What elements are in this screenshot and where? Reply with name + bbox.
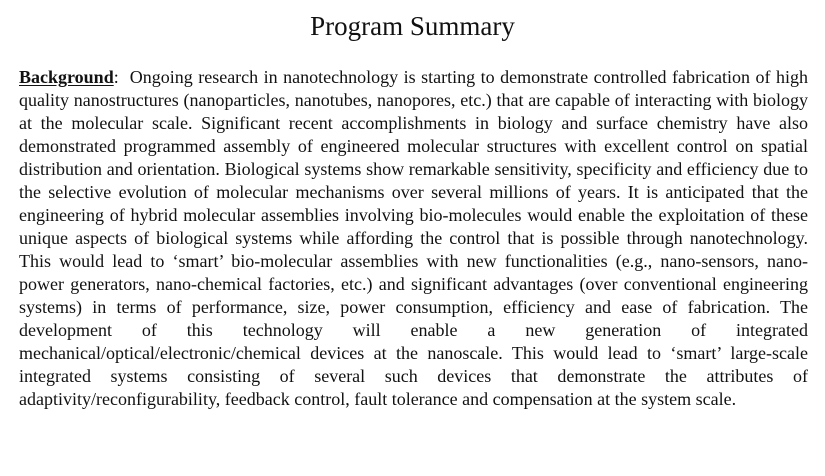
section-label: Background [19, 67, 114, 87]
section-text: Ongoing research in nanotechnology is starting to demonstrate controlled fabrication of high quality nanostructures (nanoparticles, nanotubes, nanopores, etc.) that are capable of interacting with biology at the molecular scale. Significant recent accomplishments in biology and surface chemistry have also demonstrated programmed assembly of engineered molecular structures with excellent control on spatial distribution and orientation. Biological systems show remarkable sensitivity, specificity and efficiency due to the selective evolution of molecular mechanisms over several millions of years. It is anticipated that the engineering of hybrid molecular assemblies involving bio-molecules would enable the exploitation of these unique aspects of biological systems while affording the control that is possible through nanotechnology. This would lead to ‘smart’ bio-molecular assemblies with new functionalities (e.g., nano-sensors, nano-power generators, nano-chemical factories, etc.) and significant advantages (over conventional engineering systems) in terms of performance, size, power consumption, efficiency and ease of fabrication. The development of this technology will enable a new generation of integrated mechanical/optical/electronic/chemical devices at the nanoscale. This would lead to ‘smart’ large-scale integrated systems consisting of several such devices that demonstrate the attributes of adaptivity/reconfigurability, feedback control, fault tolerance and compensation at the system scale. [19, 67, 808, 409]
page-title: Program Summary [310, 11, 515, 41]
background-paragraph [19, 66, 808, 411]
label-separator: : [113, 67, 119, 87]
